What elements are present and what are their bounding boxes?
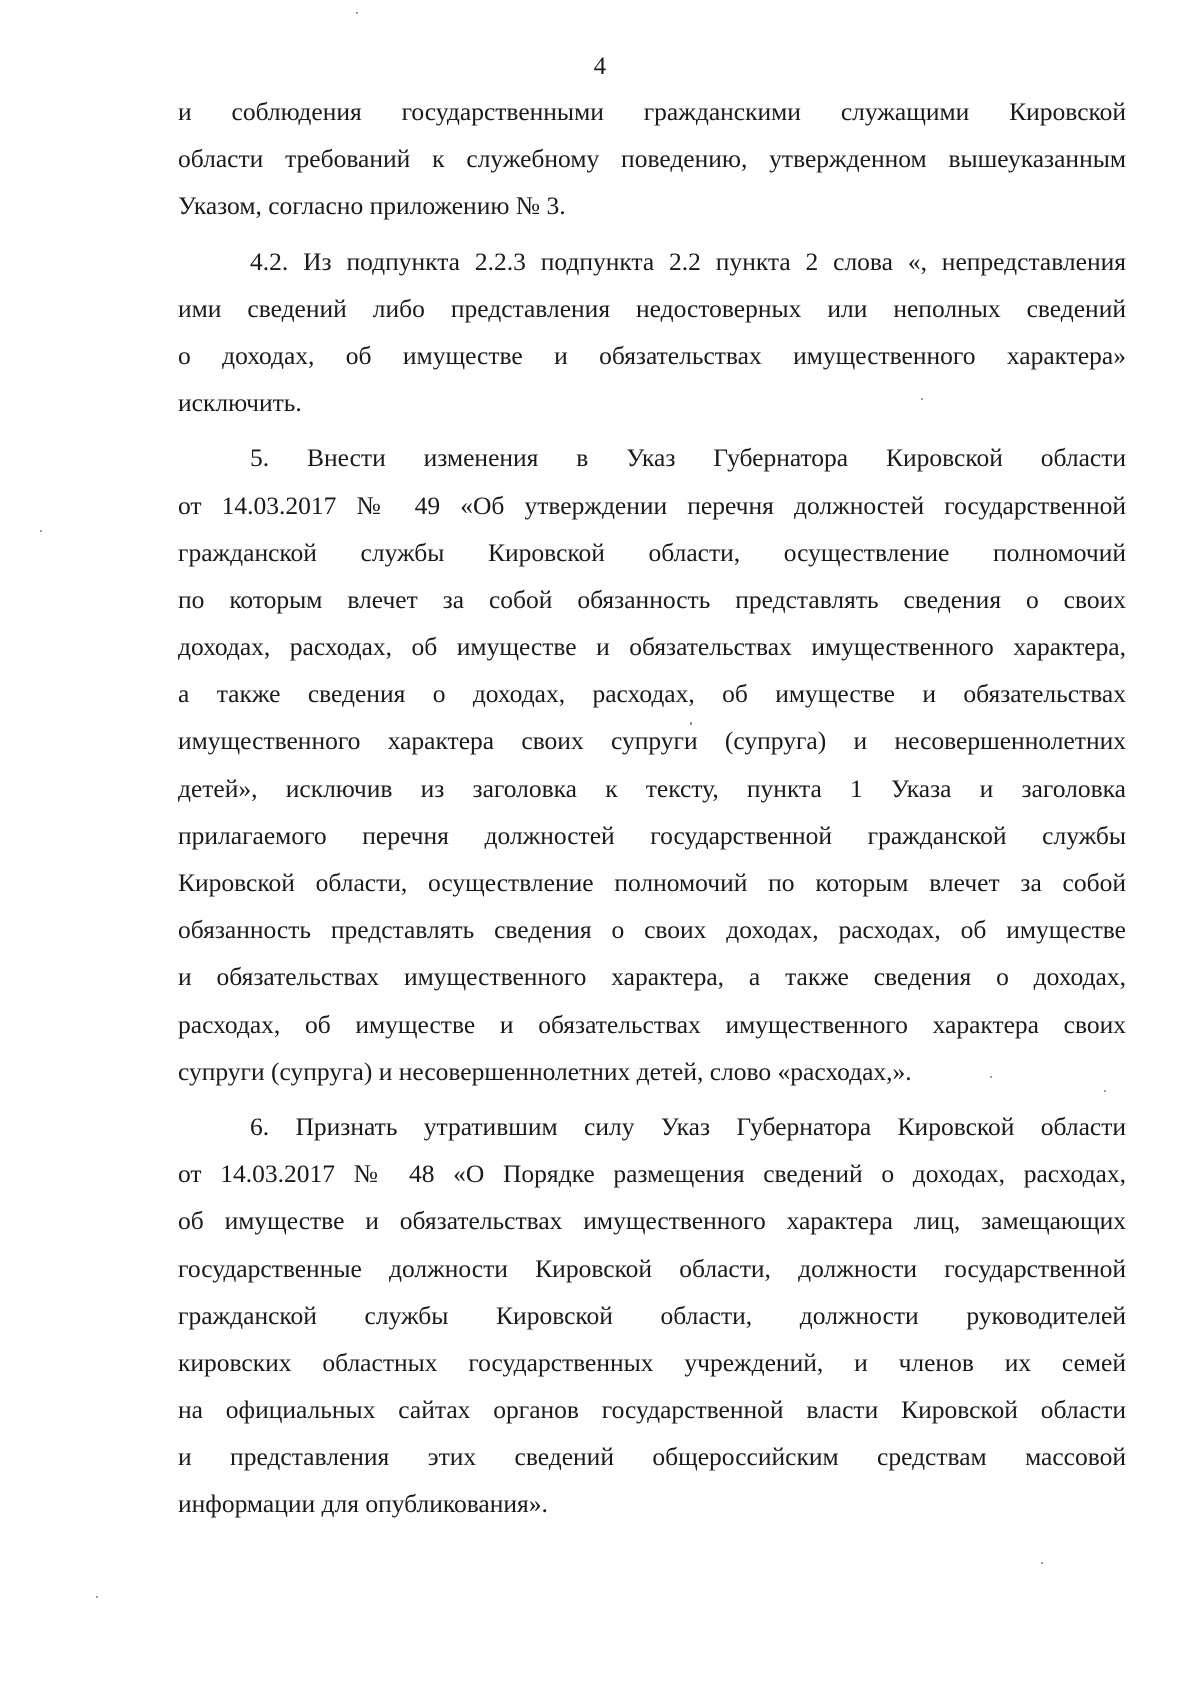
scan-speck <box>40 530 42 532</box>
text-line: ими сведений либо представления недостоверных или неполных сведений <box>178 293 1126 323</box>
text-line: исключить. <box>178 388 302 418</box>
scan-speck <box>921 398 923 400</box>
paragraph-6 <box>178 1103 1126 1528</box>
text-line: гражданской службы Кировской области, должности руководителей <box>178 1300 1126 1330</box>
text-line: об имуществе и обязательствах имущественного характера лиц, замещающих <box>178 1206 1126 1236</box>
paragraph-4-2 <box>178 238 1126 427</box>
text-line: государственные должности Кировской области, должности государственной <box>178 1253 1126 1283</box>
text-line: детей», исключив из заголовка к тексту, пункта 1 Указа и заголовка <box>178 773 1126 803</box>
text-line: супруги (супруга) и несовершеннолетних детей, слово «расходах,». <box>178 1056 912 1086</box>
scan-speck <box>990 1076 992 1078</box>
text-line: и соблюдения государственными гражданскими служащими Кировской <box>178 97 1126 126</box>
text-line: информации для опубликования». <box>178 1489 548 1519</box>
text-line: 4.2. Из подпункта 2.2.3 подпункта 2.2 пункта 2 слова «, непредставления <box>250 246 1126 276</box>
text-line: и представления этих сведений общероссийским средствам массовой <box>178 1442 1126 1472</box>
text-line: от 14.03.2017 № 48 «О Порядке размещения сведений о доходах, расходах, <box>178 1159 1126 1189</box>
text-line: расходах, об имуществе и обязательствах имущественного характера своих <box>178 1009 1126 1039</box>
text-line: и обязательствах имущественного характера, а также сведения о доходах, <box>178 962 1126 992</box>
text-line: области требований к служебному поведению, утвержденном вышеуказанным <box>178 144 1126 174</box>
text-line: гражданской службы Кировской области, осуществление полномочий <box>178 537 1126 567</box>
text-line: прилагаемого перечня должностей государственной гражданской службы <box>178 820 1126 850</box>
text-line: имущественного характера своих супруги (супруга) и несовершеннолетних <box>178 726 1126 756</box>
text-line: на официальных сайтах органов государственной власти Кировской области <box>178 1395 1126 1425</box>
text-line: от 14.03.2017 № 49 «Об утверждении перечня должностей государственной <box>178 490 1126 520</box>
text-line: Указом, согласно приложению № 3. <box>178 191 566 221</box>
scan-speck <box>356 12 358 14</box>
text-line: Кировской области, осуществление полномочий по которым влечет за собой <box>178 868 1126 897</box>
text-line: кировских областных государственных учреждений, и членов их семей <box>178 1347 1126 1377</box>
text-line: обязанность представлять сведения о своих доходах, расходах, об имуществе <box>178 915 1126 945</box>
document-body <box>178 88 1126 1528</box>
scan-speck <box>690 722 692 725</box>
scan-speck <box>1104 1090 1106 1092</box>
scan-speck <box>96 1596 98 1598</box>
text-line: 5. Внести изменения в Указ Губернатора Кировской области <box>250 443 1126 473</box>
text-line: доходах, расходах, об имуществе и обязательствах имущественного характера, <box>178 632 1126 662</box>
page-number: 4 <box>593 53 607 80</box>
text-line: по которым влечет за собой обязанность представлять сведения о своих <box>178 584 1126 614</box>
paragraph-continuation <box>178 88 1126 230</box>
paragraph-5 <box>178 434 1126 1095</box>
text-line: 6. Признать утратившим силу Указ Губернатора Кировской области <box>250 1111 1126 1141</box>
text-line: о доходах, об имуществе и обязательствах имущественного характера» <box>178 340 1126 370</box>
scan-speck <box>1041 1562 1043 1564</box>
text-line: а также сведения о доходах, расходах, об имуществе и обязательствах <box>178 679 1126 709</box>
